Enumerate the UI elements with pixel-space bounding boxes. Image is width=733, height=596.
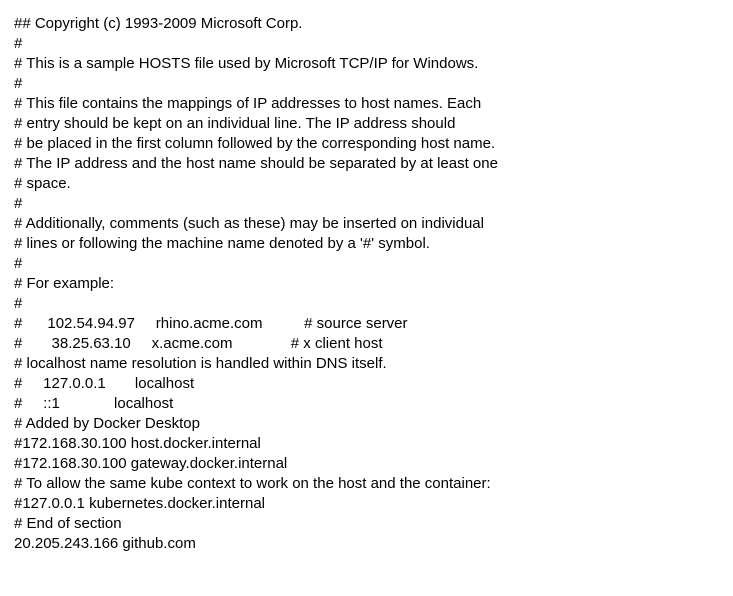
text-line: # 127.0.0.1 localhost: [14, 375, 195, 392]
text-line: #: [14, 75, 23, 92]
text-line: # lines or following the machine name denoted by a '#' symbol.: [14, 235, 430, 252]
text-editor-content[interactable]: [14, 14, 726, 590]
text-line: # 38.25.63.10 x.acme.com # x client host: [14, 335, 383, 352]
text-line: #: [14, 195, 23, 212]
text-line: # This is a sample HOSTS file used by Microsoft TCP/IP for Windows.: [14, 55, 479, 72]
text-line: # entry should be kept on an individual line. The IP address should: [14, 115, 456, 132]
text-line: # This file contains the mappings of IP addresses to host names. Each: [14, 95, 482, 112]
text-line: # Added by Docker Desktop: [14, 415, 200, 432]
text-line: # be placed in the first column followed by the corresponding host name.: [14, 135, 496, 152]
text-line: # For example:: [14, 275, 115, 292]
text-line: #: [14, 255, 23, 272]
text-line: # 102.54.94.97 rhino.acme.com # source server: [14, 315, 408, 332]
text-line: #172.168.30.100 gateway.docker.internal: [14, 455, 288, 472]
text-line: #172.168.30.100 host.docker.internal: [14, 435, 261, 452]
text-line: # To allow the same kube context to work on the host and the container:: [14, 475, 491, 492]
text-line: #: [14, 35, 23, 52]
text-line: # The IP address and the host name should be separated by at least one: [14, 155, 498, 172]
text-line: #: [14, 295, 23, 312]
text-line: # End of section: [14, 515, 122, 532]
text-line: #127.0.0.1 kubernetes.docker.internal: [14, 495, 266, 512]
text-line: ## Copyright (c) 1993-2009 Microsoft Corp.: [14, 15, 303, 32]
text-line: 20.205.243.166 github.com: [14, 535, 196, 552]
text-line: # space.: [14, 175, 71, 192]
text-line: # ::1 localhost: [14, 395, 174, 412]
text-line: # Additionally, comments (such as these) may be inserted on individual: [14, 215, 484, 232]
text-line: # localhost name resolution is handled within DNS itself.: [14, 355, 387, 372]
